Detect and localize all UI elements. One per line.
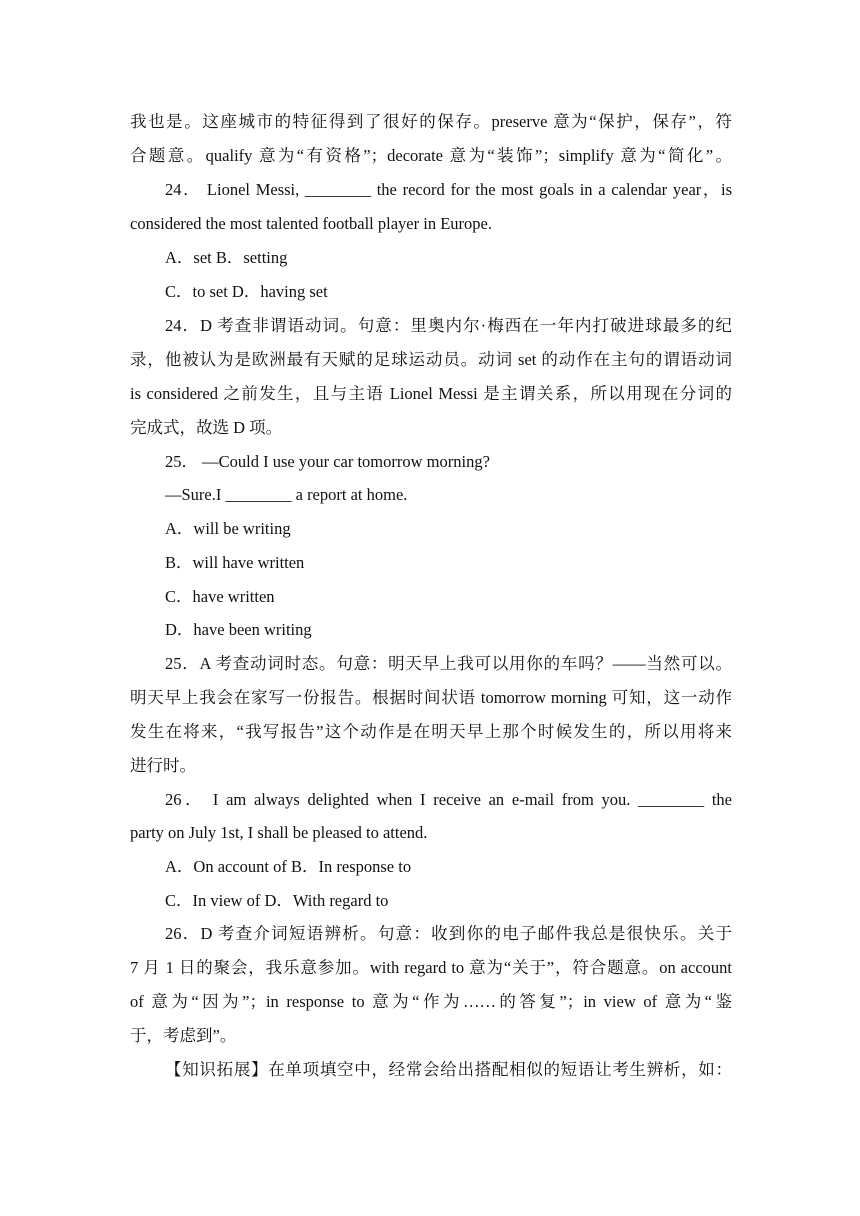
text-line: is considered 之前发生，且与主语 Lionel Messi 是主谓关系，所以用现在分词的	[130, 384, 732, 403]
text-line: 录，他被认为是欧洲最有天赋的足球运动员。动词 set 的动作在主句的谓语动词	[130, 350, 732, 369]
option-line: C．In view of D．With regard to	[165, 891, 389, 910]
text-line: 7 月 1 日的聚会，我乐意参加。with regard to 意为“关于”，符合题意。on account	[130, 958, 732, 977]
text-line: 合题意。qualify 意为“有资格”；decorate 意为“装饰”；simplify 意为“简化”。	[130, 146, 732, 165]
option-line: C．have written	[165, 587, 275, 606]
text-line: party on July 1st, I shall be pleased to attend.	[130, 823, 428, 842]
answer-25: 25．A 考查动词时态。句意：明天早上我可以用你的车吗？——当然可以。	[165, 654, 732, 673]
text-line: 我也是。这座城市的特征得到了很好的保存。preserve 意为“保护，保存”，符	[130, 112, 732, 131]
answer-26: 26．D 考查介词短语辨析。句意：收到你的电子邮件我总是很快乐。关于	[165, 924, 732, 943]
option-line: A．On account of B．In response to	[165, 857, 412, 876]
answer-24: 24．D 考查非谓语动词。句意：里奥内尔·梅西在一年内打破进球最多的纪	[165, 316, 732, 335]
text-line: 完成式，故选 D 项。	[130, 418, 283, 437]
text-line: 明天早上我会在家写一份报告。根据时间状语 tomorrow morning 可知，这一动作	[130, 688, 732, 707]
option-line: B．will have written	[165, 553, 305, 572]
question-24: 24． Lionel Messi, ________ the record for the most goals in a calendar year，is	[165, 180, 732, 199]
question-26: 26． I am always delighted when I receive an e-mail from you. ________ the	[165, 790, 732, 809]
text-line: of 意为“因为”；in response to 意为“作为……的答复”；in view of 意为“鉴	[130, 992, 732, 1011]
question-25: 25． —Could I use your car tomorrow morning?	[165, 452, 490, 471]
option-line: C．to set D．having set	[165, 282, 328, 301]
text-line: 发生在将来，“我写报告”这个动作是在明天早上那个时候发生的，所以用将来	[130, 722, 732, 741]
text-line: considered the most talented football player in Europe.	[130, 214, 492, 233]
option-line: D．have been writing	[165, 620, 312, 639]
text-line: 进行时。	[130, 756, 196, 775]
text-line: 于，考虑到”。	[130, 1026, 237, 1045]
option-line: A．set B．setting	[165, 248, 288, 267]
knowledge-extension: 【知识拓展】在单项填空中，经常会给出搭配相似的短语让考生辨析，如：	[165, 1060, 732, 1079]
text-line: —Sure.I ________ a report at home.	[165, 485, 408, 504]
option-line: A．will be writing	[165, 519, 291, 538]
